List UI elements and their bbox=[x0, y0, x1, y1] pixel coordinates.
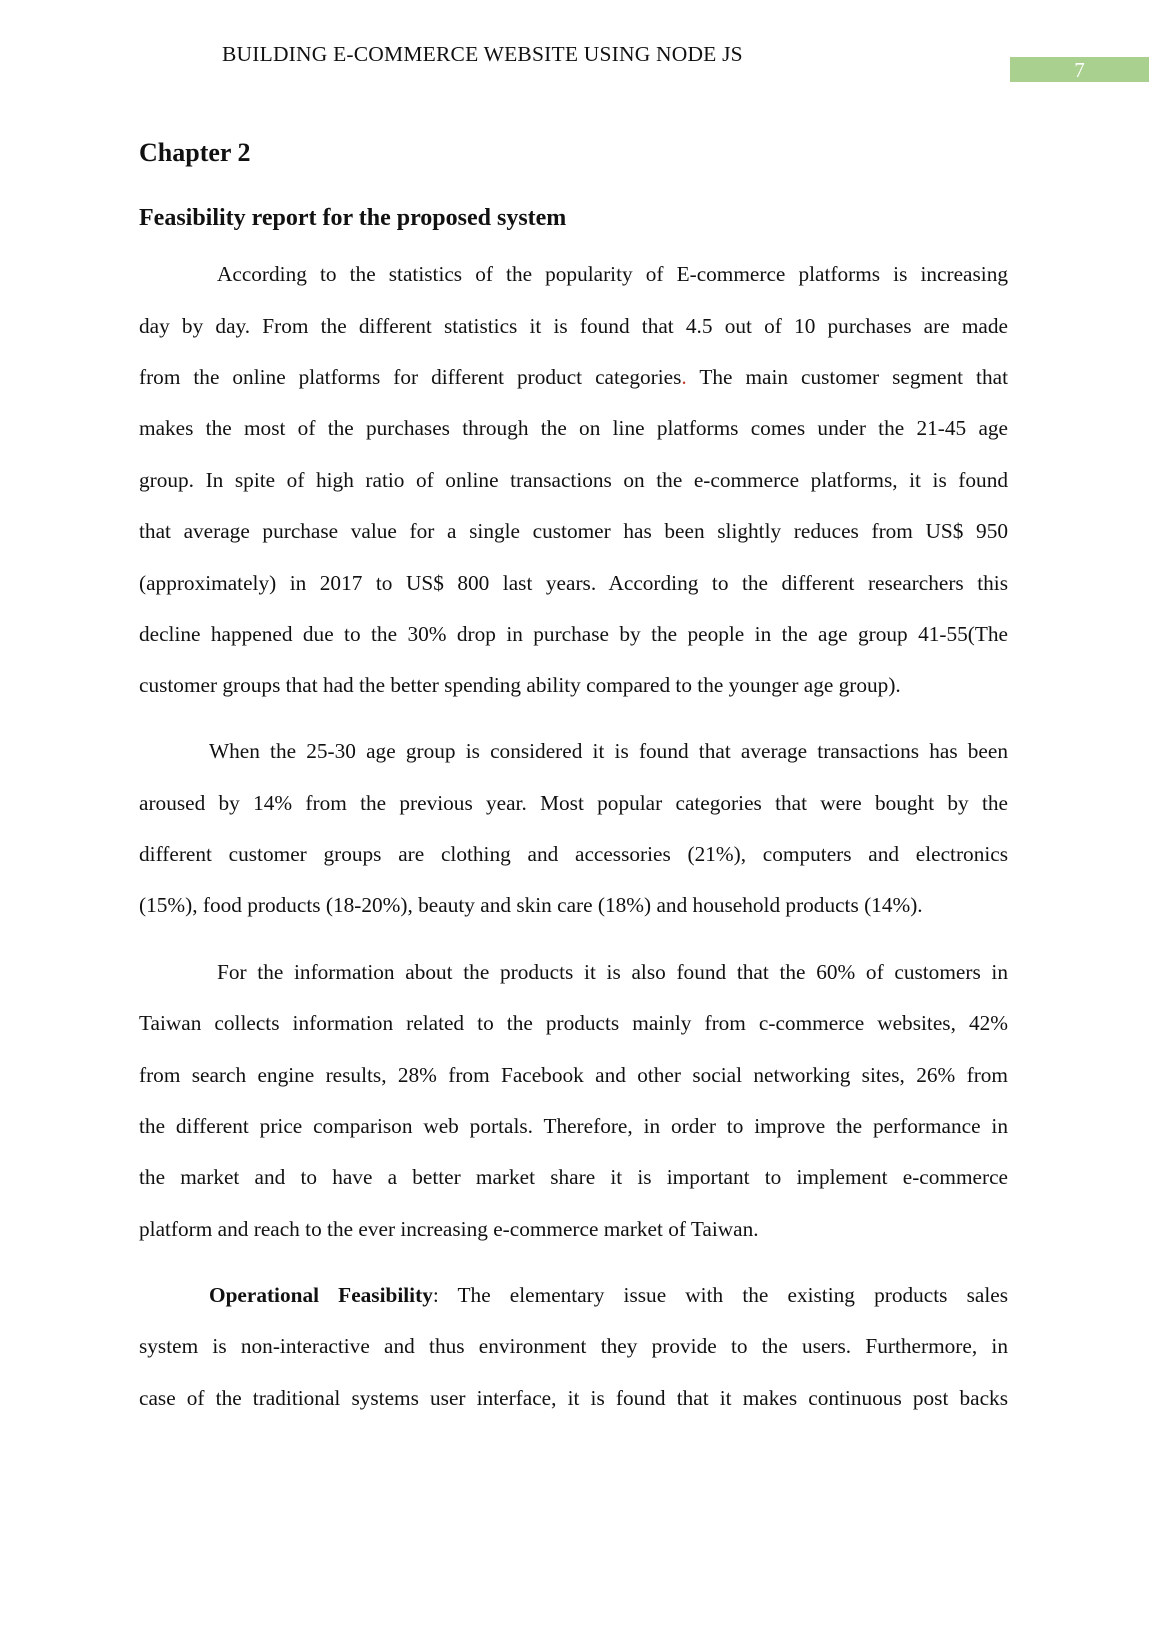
text-line: day by day. From the different statistics it is found that 4.5 out of 10 purchases are made bbox=[139, 314, 1008, 338]
text-line: (15%), food products (18-20%), beauty and skin care (18%) and household products (14%). bbox=[139, 893, 923, 917]
operational-feasibility-label: Operational Feasibility bbox=[209, 1283, 433, 1307]
text-line: case of the traditional systems user interface, it is found that it makes continuous post backs bbox=[139, 1386, 1008, 1410]
text-line: that average purchase value for a single customer has been slightly reduces from US$ 950 bbox=[139, 519, 1008, 543]
text-line bbox=[139, 363, 1008, 391]
text-line: the market and to have a better market share it is important to implement e-commerce bbox=[139, 1165, 1008, 1189]
text-line: aroused by 14% from the previous year. Most popular categories that were bought by the bbox=[139, 791, 1008, 815]
text-line: platform and reach to the ever increasing e-commerce market of Taiwan. bbox=[139, 1217, 759, 1241]
page-number: 7 bbox=[1074, 58, 1085, 82]
text-line: (approximately) in 2017 to US$ 800 last years. According to the different researchers this bbox=[139, 571, 1008, 595]
text-line: different customer groups are clothing and accessories (21%), computers and electronics bbox=[139, 842, 1008, 866]
text-line: According to the statistics of the popularity of E-commerce platforms is increasing bbox=[217, 262, 1008, 286]
text-line: decline happened due to the 30% drop in purchase by the people in the age group 41-55(The bbox=[139, 622, 1008, 646]
text-line: For the information about the products it is also found that the 60% of customers in bbox=[217, 960, 1008, 984]
text-line: system is non-interactive and thus environment they provide to the users. Furthermore, in bbox=[139, 1334, 1008, 1358]
text-line: from search engine results, 28% from Facebook and other social networking sites, 26% from bbox=[139, 1063, 1008, 1087]
text-run: . bbox=[681, 365, 687, 389]
text-line: Taiwan collects information related to the products mainly from c-commerce websites, 42% bbox=[139, 1011, 1008, 1035]
section-title: Feasibility report for the proposed system bbox=[139, 205, 567, 231]
text-line bbox=[209, 1281, 1008, 1309]
text-run: The elementary issue with the existing products sales bbox=[438, 1283, 1008, 1307]
text-run: The main customer segment that bbox=[686, 365, 1008, 389]
text-run: from the online platforms for different product categories bbox=[139, 365, 682, 389]
page-number-badge bbox=[1010, 57, 1149, 82]
text-line: the different price comparison web portals. Therefore, in order to improve the performance in bbox=[139, 1114, 1008, 1138]
text-line: group. In spite of high ratio of online transactions on the e-commerce platforms, it is found bbox=[139, 468, 1008, 492]
text-line: When the 25-30 age group is considered it is found that average transactions has been bbox=[209, 739, 1008, 763]
running-header: BUILDING E-COMMERCE WEBSITE USING NODE JS bbox=[222, 42, 743, 66]
text-run: : bbox=[432, 1283, 439, 1307]
chapter-title: Chapter 2 bbox=[139, 138, 251, 167]
text-line: customer groups that had the better spending ability compared to the younger age group). bbox=[139, 673, 901, 697]
text-line: makes the most of the purchases through the on line platforms comes under the 21-45 age bbox=[139, 416, 1008, 440]
